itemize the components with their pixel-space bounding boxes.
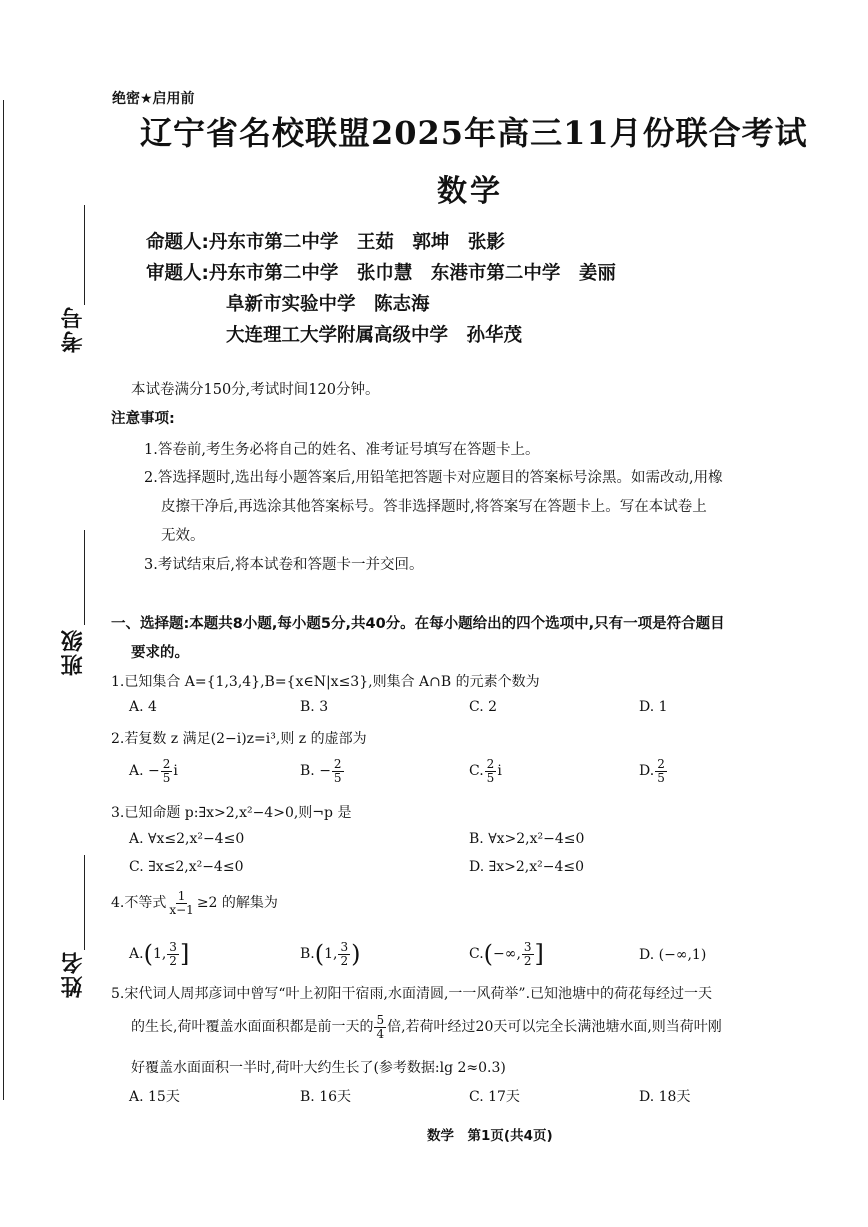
subject-title: 数学: [437, 174, 503, 209]
page-footer: 数学 第1页(共4页): [427, 1128, 553, 1144]
q2-c-den: 5: [486, 770, 495, 785]
q2-c-label: C.: [469, 763, 484, 780]
q1-option-b: B. 3: [300, 699, 329, 715]
q3-option-c: C. ∃x≤2,x²−4≤0: [129, 859, 244, 875]
q5-frac-num: 5: [376, 1013, 385, 1027]
q4-a-num: 3: [169, 939, 177, 954]
q4-stem-num: 1: [177, 889, 186, 903]
proposer-label: 命题人:: [146, 232, 209, 253]
q2-c-fraction: [485, 758, 497, 784]
q4-c-neg-inf: −∞,: [493, 946, 521, 962]
q3-option-a: A. ∀x≤2,x²−4≤0: [129, 831, 245, 847]
q4-option-c: [469, 940, 544, 968]
q2-option-c: [469, 758, 502, 784]
q4-a-den: 2: [169, 953, 177, 968]
q3-option-b: B. ∀x>2,x²−4≤0: [469, 831, 585, 847]
q4-c-close-bracket: ]: [534, 940, 544, 968]
q2-b-num: 2: [333, 757, 342, 771]
q4-option-a: [129, 940, 189, 968]
q4-stem-fraction: [167, 890, 195, 916]
q4-option-d: D. (−∞,1): [639, 947, 707, 963]
exam-title: 辽宁省名校联盟2025年高三11月份联合考试: [140, 114, 808, 152]
q4-c-label: C.: [469, 946, 484, 962]
q2-c-num: 2: [486, 757, 495, 771]
q3-option-d: D. ∃x>2,x²−4≤0: [469, 859, 584, 875]
name-blank-line: [84, 855, 85, 950]
binding-left-rule: [3, 100, 4, 1100]
q4-a-one: 1,: [152, 946, 167, 962]
q2-a-fraction: [161, 758, 173, 784]
class-label: 班级: [61, 628, 86, 676]
exam-intro: 本试卷满分150分,考试时间120分钟。: [131, 382, 380, 398]
notice-item-2-line-1: 2.答选择题时,选出每小题答案后,用铅笔把答题卡对应题目的答案标号涂黑。如需改动,用橡: [144, 470, 723, 486]
q2-b-fraction: [332, 758, 344, 784]
q3-stem: 3.已知命题 p:∃x>2,x²−4>0,则¬p 是: [111, 805, 352, 821]
name-label: 姓名: [61, 950, 86, 998]
reviewer-label: 审题人:: [146, 263, 209, 284]
q4-c-den: 2: [523, 953, 532, 968]
q5-option-a: A. 15天: [129, 1089, 180, 1105]
q4-a-label: A.: [129, 946, 144, 962]
q1-stem: 1.已知集合 A={1,3,4},B={x∈N|x≤3},则集合 A∩B 的元素个数为: [111, 674, 540, 690]
q2-d-fraction: [655, 758, 667, 784]
q4-stem-den: x−1: [169, 902, 194, 917]
q4-a-open-paren: (: [143, 940, 153, 968]
q4-b-num: 3: [340, 939, 349, 954]
q2-b-den: 5: [333, 770, 342, 785]
notice-item-2-line-2: 皮擦干净后,再选涂其他答案标号。答非选择题时,将答案写在答题卡上。写在本试卷上: [161, 499, 707, 515]
q5-frac-den: 4: [376, 1026, 385, 1041]
q4-c-open-paren: (: [483, 940, 494, 968]
q2-a-label: A. −: [129, 763, 160, 780]
notice-item-2-line-3: 无效。: [161, 528, 205, 544]
q5-line-2-prefix: 的生长,荷叶覆盖水面面积都是前一天的: [131, 1019, 374, 1036]
q5-option-d: D. 18天: [639, 1089, 691, 1105]
exam-no-blank-line: [84, 205, 85, 305]
secret-label: 绝密★启用前: [112, 91, 195, 107]
exam-no-label: 考号: [61, 305, 86, 353]
q5-line-1: 5.宋代词人周邦彦词中曾写“叶上初阳干宿雨,水面清圆,一一风荷举”.已知池塘中的荷花每经过一天: [111, 986, 713, 1002]
q5-line-2: [131, 1014, 722, 1040]
reviewer-names-1: 丹东市第二中学 张巾慧 东港市第二中学 姜丽: [208, 263, 616, 284]
q5-line-3: 好覆盖水面面积一半时,荷叶大约生长了(参考数据:lg 2≈0.3): [131, 1060, 506, 1076]
q1-option-d: D. 1: [639, 699, 668, 715]
q5-option-c: C. 17天: [469, 1089, 520, 1105]
q2-option-a: [129, 758, 178, 784]
q4-c-num: 3: [523, 939, 532, 954]
proposer-line: [146, 228, 505, 254]
q4-b-fraction: [338, 941, 350, 967]
q4-stem-prefix: 4.不等式: [111, 895, 167, 912]
q2-d-den: 5: [657, 770, 665, 785]
q2-a-den: 5: [162, 770, 171, 785]
proposer-names: 丹东市第二中学 王茹 郭坤 张影: [208, 232, 505, 253]
notice-item-1: 1.答卷前,考生务必将自己的姓名、准考证号填写在答题卡上。: [144, 442, 540, 458]
q4-b-close-paren: ): [351, 940, 361, 968]
q2-option-b: [300, 758, 345, 784]
q4-option-b: [300, 940, 361, 968]
class-blank-line: [84, 530, 85, 625]
reviewer-line-1: [146, 259, 616, 285]
q1-option-a: A. 4: [129, 699, 157, 715]
q2-stem: 2.若复数 z 满足(2−i)z=i³,则 z 的虚部为: [111, 731, 367, 747]
q4-b-one: 1,: [324, 946, 338, 962]
reviewer-line-2: 阜新市实验中学 陈志海: [226, 294, 430, 315]
q2-d-num: 2: [657, 757, 665, 771]
q4-b-label: B.: [300, 946, 315, 962]
q4-a-fraction: [167, 941, 179, 967]
section-1-heading-line-1: 一、选择题:本题共8小题,每小题5分,共40分。在每小题给出的四个选项中,只有一项是符合题目: [111, 616, 725, 632]
q4-a-close-bracket: ]: [179, 940, 190, 968]
q4-c-fraction: [522, 941, 534, 967]
section-1-heading-line-2: 要求的。: [131, 645, 189, 661]
q2-a-imag: i: [173, 763, 178, 780]
q4-stem: [111, 890, 278, 916]
q4-b-open-paren: (: [314, 940, 325, 968]
q5-option-b: B. 16天: [300, 1089, 352, 1105]
q2-b-label: B. −: [300, 763, 331, 780]
q2-a-num: 2: [162, 757, 171, 771]
notice-item-3: 3.考试结束后,将本试卷和答题卡一并交回。: [144, 557, 424, 573]
q5-fraction: [374, 1014, 386, 1040]
reviewer-line-3: 大连理工大学附属高级中学 孙华茂: [226, 325, 523, 346]
q5-line-2-suffix: 倍,若荷叶经过20天可以完全长满池塘水面,则当荷叶刚: [387, 1019, 722, 1036]
q2-option-d: [639, 758, 668, 784]
q4-stem-suffix: ≥2 的解集为: [196, 895, 278, 912]
notice-heading: 注意事项:: [111, 411, 175, 427]
q1-option-c: C. 2: [469, 699, 498, 715]
q2-c-imag: i: [497, 763, 502, 780]
q2-d-label: D.: [639, 763, 655, 780]
q4-b-den: 2: [340, 953, 349, 968]
